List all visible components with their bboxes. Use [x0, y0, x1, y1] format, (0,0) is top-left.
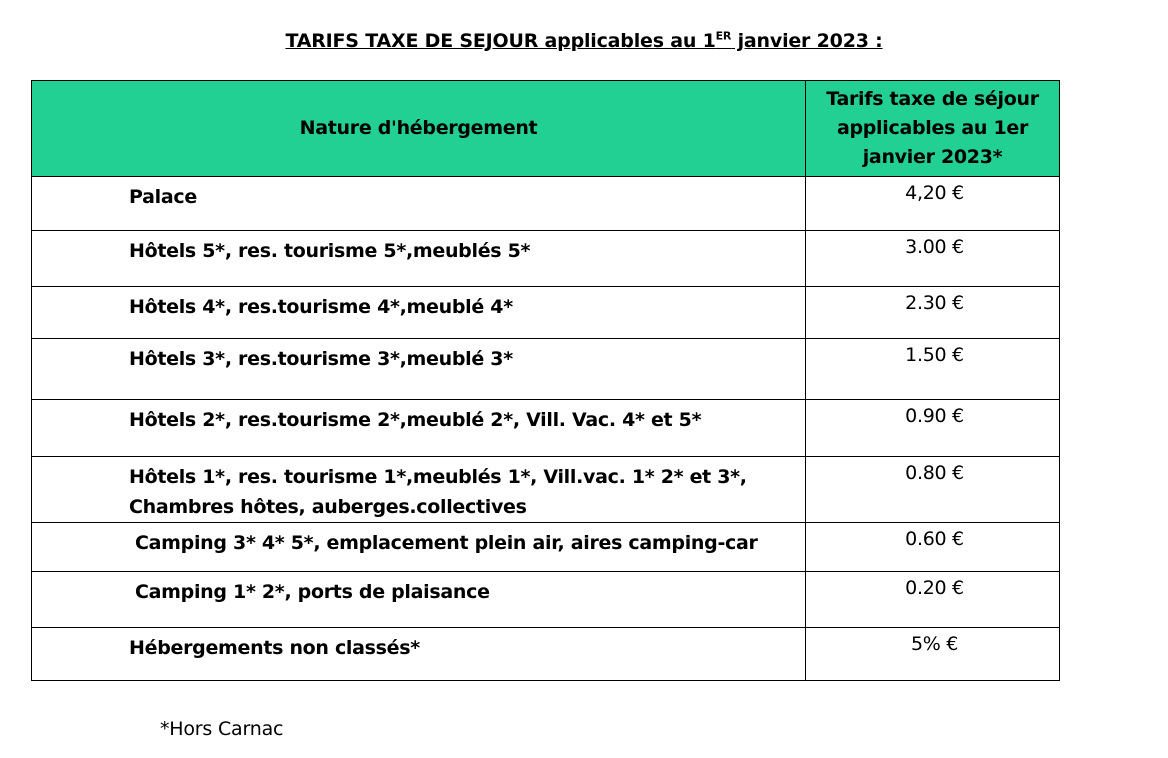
- row-nature: Hôtels 5*, res. tourisme 5*,meublés 5*: [32, 231, 806, 287]
- table-header-row: [32, 81, 1060, 177]
- row-nature: [32, 457, 806, 523]
- row-nature-line1: Hôtels 1*, res. tourisme 1*,meublés 1*, Vill.vac. 1* 2* et 3*,: [129, 466, 747, 488]
- table-row: [32, 572, 1060, 628]
- table-row: [32, 177, 1060, 231]
- table-row: [32, 339, 1060, 400]
- row-tarif: 4,20 €: [806, 177, 1060, 231]
- tarifs-table: [31, 80, 1060, 681]
- table-row: [32, 287, 1060, 339]
- table-row: [32, 231, 1060, 287]
- row-tarif: 0.80 €: [806, 457, 1060, 523]
- row-tarif: 2.30 €: [806, 287, 1060, 339]
- row-nature-line2: Chambres hôtes, auberges.collectives: [129, 496, 527, 518]
- row-tarif: 5% €: [806, 628, 1060, 681]
- row-nature: Hôtels 4*, res.tourisme 4*,meublé 4*: [32, 287, 806, 339]
- row-nature: Hôtels 3*, res.tourisme 3*,meublé 3*: [32, 339, 806, 400]
- row-tarif: 3.00 €: [806, 231, 1060, 287]
- header-tarif: Tarifs taxe de séjour applicables au 1er janvier 2023*: [806, 81, 1060, 177]
- row-nature: Camping 3* 4* 5*, emplacement plein air, aires camping-car: [32, 523, 806, 572]
- row-nature: Palace: [32, 177, 806, 231]
- row-nature: Hébergements non classés*: [32, 628, 806, 681]
- title-superscript: ER: [715, 29, 732, 43]
- header-nature: Nature d'hébergement: [32, 81, 806, 177]
- table-row: [32, 628, 1060, 681]
- row-tarif: 1.50 €: [806, 339, 1060, 400]
- row-tarif: 0.20 €: [806, 572, 1060, 628]
- table-row: [32, 400, 1060, 457]
- row-tarif: 0.60 €: [806, 523, 1060, 572]
- table-row: [32, 457, 1060, 523]
- row-nature: Camping 1* 2*, ports de plaisance: [32, 572, 806, 628]
- footnote: *Hors Carnac: [160, 718, 284, 740]
- table-row: [32, 523, 1060, 572]
- page-title: TARIFS TAXE DE SEJOUR applicables au 1ER janvier 2023 :: [285, 29, 883, 52]
- row-tarif: 0.90 €: [806, 400, 1060, 457]
- row-nature: Hôtels 2*, res.tourisme 2*,meublé 2*, Vill. Vac. 4* et 5*: [32, 400, 806, 457]
